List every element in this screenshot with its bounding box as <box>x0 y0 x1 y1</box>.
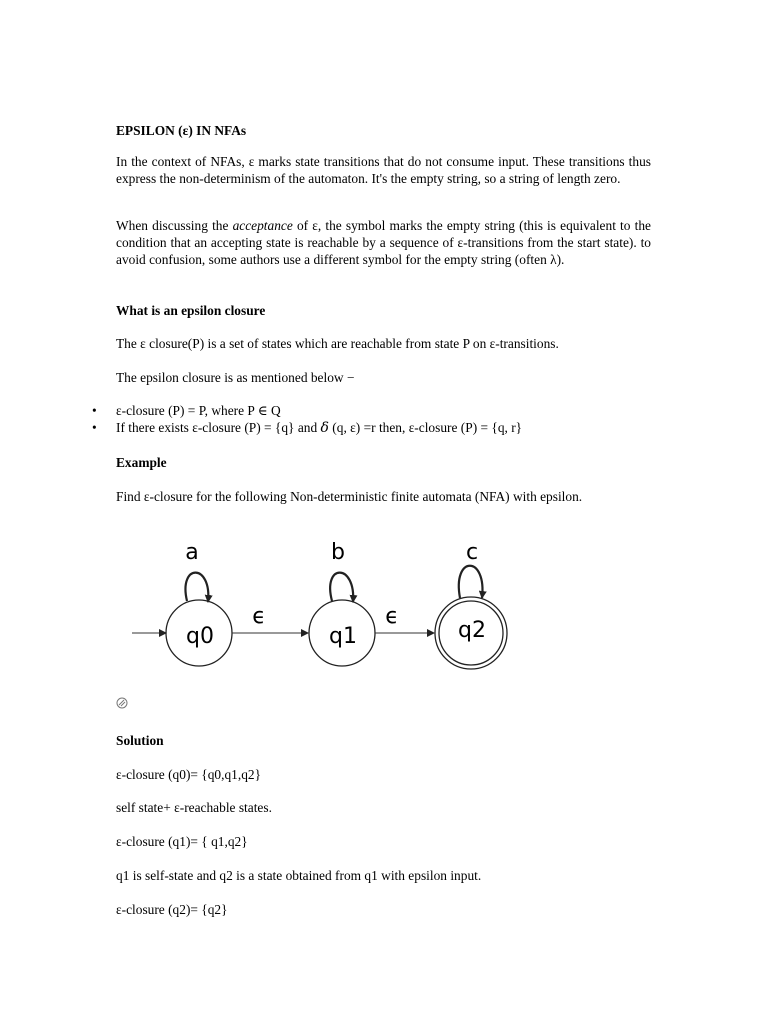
list-item: • If there exists ε-closure (P) = {q} and δ (q, ε) =r then, ε-closure (P) = {q, r} <box>92 420 523 436</box>
heading-epsilon-closure: What is an epsilon closure <box>116 303 266 318</box>
paragraph-closure-definition: The ε closure(P) is a set of states which are reachable from state P on ε-transitions. <box>116 336 559 351</box>
self-loop-q1 <box>330 573 353 602</box>
closure-rule-1: ε-closure (P) = P, where P ∈ Q <box>116 403 281 418</box>
paragraph-example-task: Find ε-closure for the following Non-deterministic finite automata (NFA) with epsilon. <box>116 489 583 504</box>
solution-line-2: self state+ ε-reachable states. <box>116 800 272 815</box>
closure-rule-2-prefix: If there exists ε-closure (P) = {q} and <box>116 420 321 435</box>
self-loop-q0 <box>185 573 208 602</box>
state-q1-label: q1 <box>329 624 357 649</box>
list-item: • ε-closure (P) = P, where P ∈ Q <box>92 403 281 418</box>
delta-symbol: δ <box>320 420 329 436</box>
acceptance-emphasis: acceptance <box>232 218 293 233</box>
self-loop-q2 <box>459 566 483 598</box>
edge-label-epsilon-2: ϵ <box>385 604 399 629</box>
closure-rule-2-suffix: (q, ε) =r then, ε-closure (P) = {q, r} <box>328 420 523 435</box>
nfa-diagram <box>126 535 526 675</box>
paragraph-epsilon-meaning: In the context of NFAs, ε marks state transitions that do not consume input. These transitions thus express the non-determinism of the automaton. It's the empty string, so a string of length zero. <box>116 154 651 186</box>
paragraph-acceptance-prefix: When discussing the <box>116 218 233 233</box>
paragraph-acceptance <box>116 217 651 268</box>
heading-solution: Solution <box>116 733 164 748</box>
loop-label-a: a <box>185 540 199 565</box>
solution-line-4: q1 is self-state and q2 is a state obtained from q1 with epsilon input. <box>116 868 482 883</box>
loop-label-b: b <box>331 540 345 565</box>
solution-line-1: ε-closure (q0)= {q0,q1,q2} <box>116 767 262 782</box>
heading-example: Example <box>116 455 167 470</box>
loop-label-c: c <box>465 540 479 565</box>
state-q0-label: q0 <box>186 624 214 649</box>
state-q2-label: q2 <box>458 618 486 643</box>
paragraph-acceptance-suffix: of ε, the symbol marks the empty string (this is equivalent to the condition that an accepting state is reachable by a sequence of ε-transitions from the start state). to avoid confusion, some authors use a different symbol for the empty string (often λ). <box>116 218 651 267</box>
edge-label-epsilon-1: ϵ <box>252 604 266 629</box>
broken-image-icon <box>116 697 128 709</box>
paragraph-closure-intro: The epsilon closure is as mentioned below − <box>116 370 355 385</box>
solution-line-3: ε-closure (q1)= { q1,q2} <box>116 834 248 849</box>
closure-rules-list <box>92 402 651 437</box>
solution-line-5: ε-closure (q2)= {q2} <box>116 902 228 917</box>
document-title: EPSILON (ε) IN NFAs <box>116 123 247 138</box>
